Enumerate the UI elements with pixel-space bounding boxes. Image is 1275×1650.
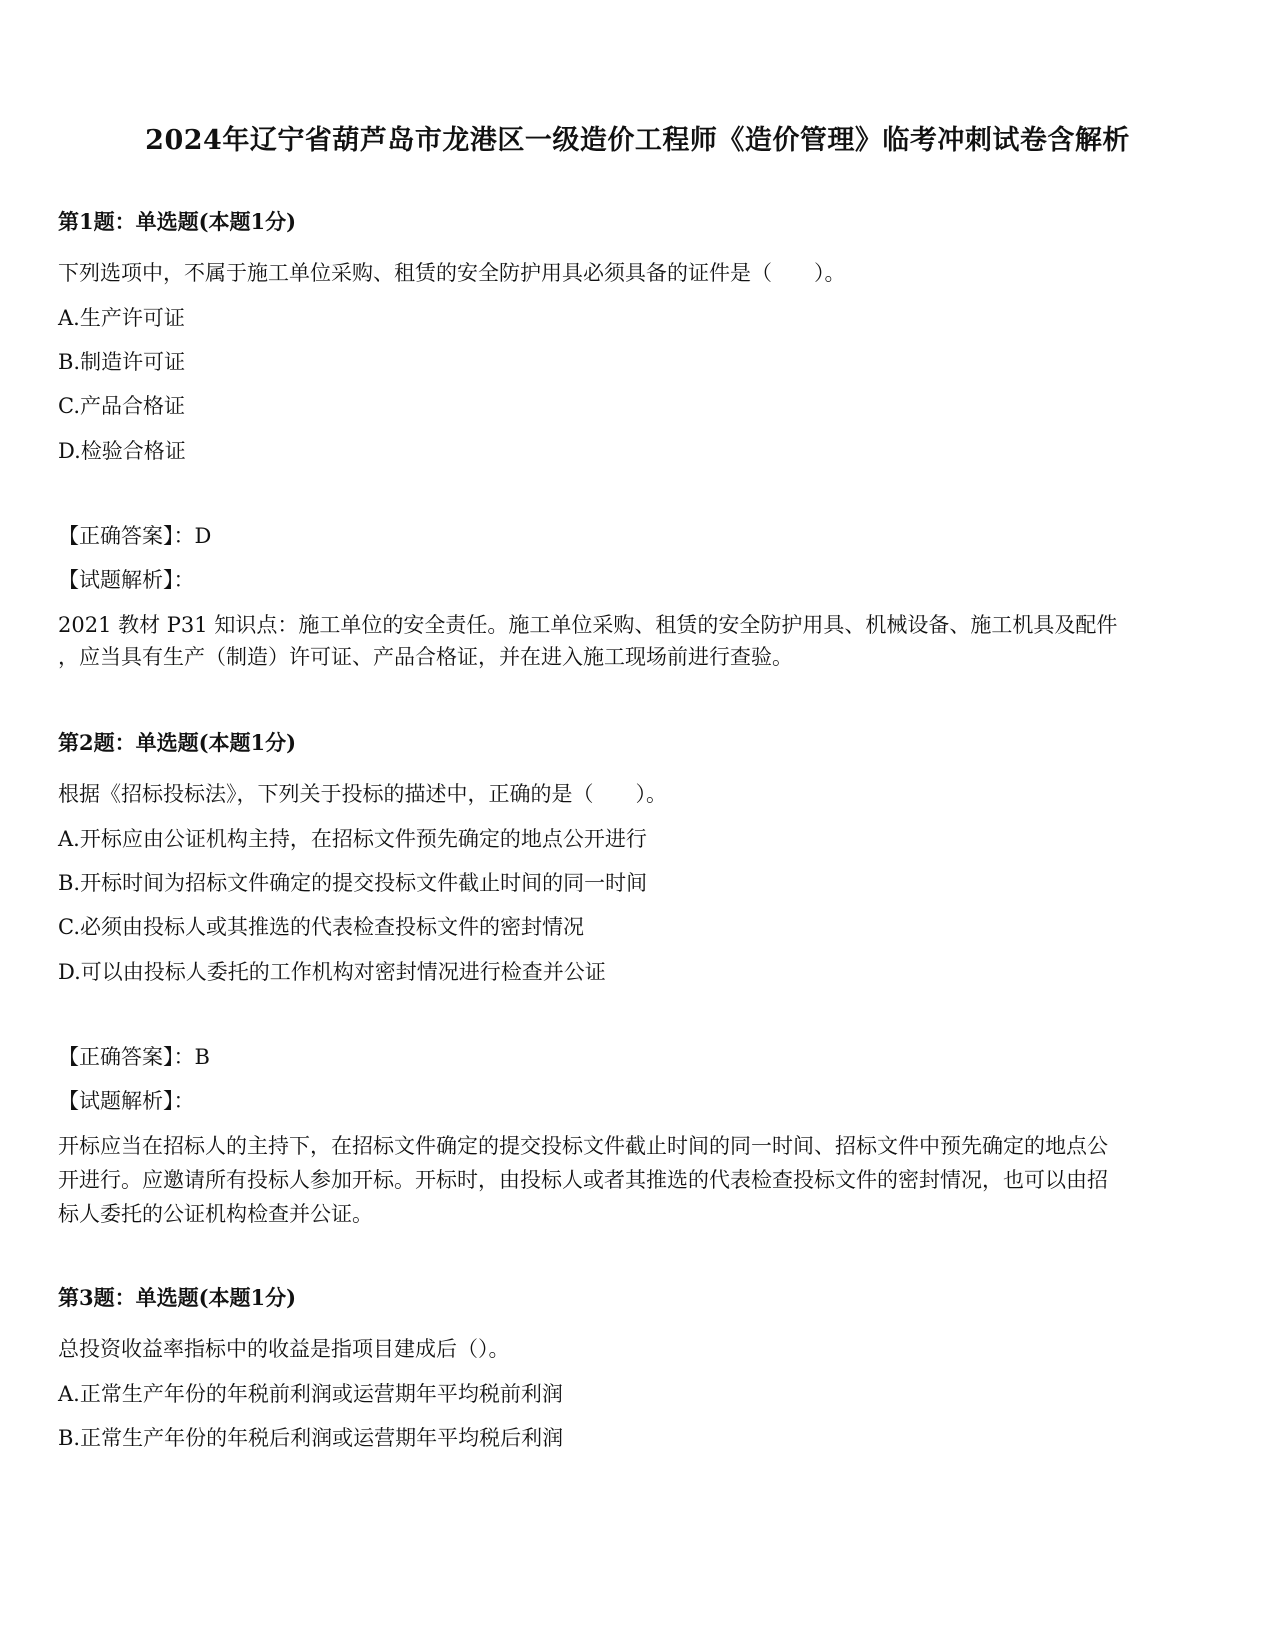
question-1-option-d: D.检验合格证 [58, 439, 186, 463]
question-2-header: 第2题：单选题(本题1分) [58, 730, 297, 755]
question-1-analysis-label: 【试题解析】： [58, 568, 195, 592]
question-2-analysis-line-3: 标人委托的公证机构检查并公证。 [58, 1202, 373, 1226]
question-3-stem: 总投资收益率指标中的收益是指项目建成后（）。 [58, 1337, 510, 1361]
document-title: 2024年辽宁省葫芦岛市龙港区一级造价工程师《造价管理》临考冲刺试卷含解析 [145, 125, 1130, 156]
question-3-option-b: B.正常生产年份的年税后利润或运营期年平均税后利润 [58, 1426, 564, 1450]
question-1-header: 第1题：单选题(本题1分) [58, 209, 297, 234]
question-1-option-b: B.制造许可证 [58, 350, 186, 374]
question-2-option-d: D.可以由投标人委托的工作机构对密封情况进行检查并公证 [58, 960, 606, 984]
question-2-option-a: A.开标应由公证机构主持，在招标文件预先确定的地点公开进行 [58, 827, 647, 851]
question-2-option-c: C.必须由投标人或其推选的代表检查投标文件的密封情况 [58, 915, 584, 939]
question-1-answer: 【正确答案】：D [58, 524, 212, 548]
question-3-header: 第3题：单选题(本题1分) [58, 1285, 297, 1310]
question-1-option-a: A.生产许可证 [58, 306, 185, 330]
question-1-stem: 下列选项中，不属于施工单位采购、租赁的安全防护用具必须具备的证件是（ ）。 [58, 261, 846, 285]
question-1-analysis-line-2: ，应当具有生产（制造）许可证、产品合格证，并在进入施工现场前进行查验。 [58, 645, 793, 669]
question-1-option-c: C.产品合格证 [58, 394, 185, 418]
question-2-analysis-label: 【试题解析】： [58, 1089, 195, 1113]
question-2-analysis-line-2: 开进行。应邀请所有投标人参加开标。开标时，由投标人或者其推选的代表检查投标文件的密封情况，也可以由招 [58, 1168, 1108, 1192]
question-2-stem: 根据《招标投标法》，下列关于投标的描述中，正确的是（ ）。 [58, 782, 667, 806]
question-2-answer: 【正确答案】：B [58, 1045, 210, 1069]
question-2-analysis-line-1: 开标应当在招标人的主持下，在招标文件确定的提交投标文件截止时间的同一时间、招标文件中预先确定的地点公 [58, 1134, 1108, 1158]
question-2-option-b: B.开标时间为招标文件确定的提交投标文件截止时间的同一时间 [58, 871, 648, 895]
question-3-option-a: A.正常生产年份的年税前利润或运营期年平均税前利润 [58, 1382, 563, 1406]
question-1-analysis-line-1: 2021 教材 P31 知识点：施工单位的安全责任。施工单位采购、租赁的安全防护用具、机械设备、施工机具及配件 [58, 613, 1118, 637]
